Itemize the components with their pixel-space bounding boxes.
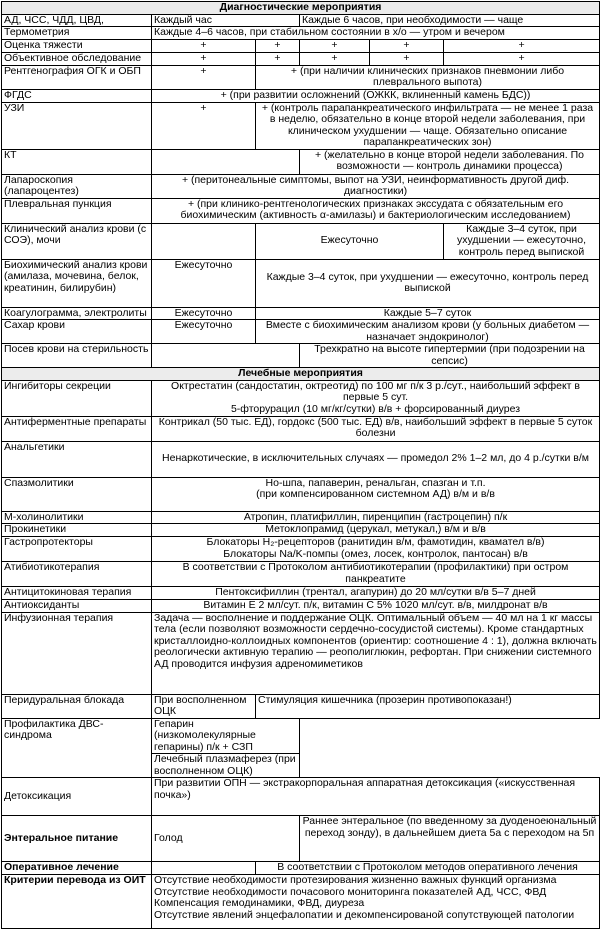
row-label-cell: Прокинетики <box>2 524 152 537</box>
table-row <box>2 380 600 416</box>
table-row <box>2 441 600 477</box>
table-row <box>2 416 600 441</box>
table-row <box>2 875 600 929</box>
row-label-cell: Детоксикация <box>2 778 152 816</box>
table-cell <box>152 862 256 875</box>
table-row <box>2 511 600 524</box>
table-row <box>2 223 600 259</box>
row-label-cell: Профилактика ДВС-синдрома <box>2 718 152 778</box>
table-cell: Раннее энтеральное (по введенному за дуоденоеюнальный переход зонду), в дальнейшем диета 5а с переходом на 5п <box>300 816 600 862</box>
table-cell <box>152 344 300 368</box>
table-cell <box>152 149 300 174</box>
table-cell: Гепарин (низкомолекулярные гепарины) п/к + СЗП <box>152 718 300 754</box>
table-cell: + (контроль парапанкреатического инфильтрата — не менее 1 раза в неделю, обязательно в конце второй недели заболевания, при клиническом ухудшении — чаще. Обязательно описание парапанкреатических зон) <box>256 102 600 149</box>
row-label-cell: Клинический анализ крови (с СОЭ), мочи <box>2 223 152 259</box>
table-cell: Каждые 5–7 суток <box>256 307 600 320</box>
table-cell: + <box>152 65 256 89</box>
table-row <box>2 149 600 174</box>
row-label-cell: Оценка тяжести <box>2 40 152 53</box>
row-label-cell: Сахар крови <box>2 320 152 344</box>
table-cell: Каждые 6 часов, при необходимости — чаще <box>300 14 600 27</box>
row-label-cell: Термометрия <box>2 27 152 40</box>
row-label-cell: Анальгетики <box>2 441 152 477</box>
table-cell: Голод <box>152 816 300 862</box>
row-label-cell: ФГДС <box>2 89 152 102</box>
table-row <box>2 198 600 223</box>
table-cell: + <box>370 40 444 53</box>
table-cell: Каждый час <box>152 14 300 27</box>
table-row <box>2 259 600 307</box>
row-label-cell: Оперативное лечение <box>2 862 152 875</box>
section-row-treatment <box>2 368 600 381</box>
row-label-cell: УЗИ <box>2 102 152 149</box>
table-cell: Вместе с биохимическим анализом крови (у больных диабетом — назначает эндокринолог) <box>256 320 600 344</box>
table-row <box>2 477 600 511</box>
table-cell: + (при клинико-рентгенологических признаках экссудата с обязательным его биохимическим (активность α-амилазы) и бактериологическим исследованием) <box>152 198 600 223</box>
table-cell: + <box>152 40 256 53</box>
table-cell: Витамин Е 2 мл/сут. п/к, витамин С 5% 1020 мл/сут. в/в, милдронат в/в <box>152 600 600 613</box>
row-label-cell: Перидуральная блокада <box>2 694 152 718</box>
table-cell: + <box>370 52 444 65</box>
table-cell: + (перитонеальные симптомы, выпот на УЗИ, неинформативность другой диф. диагностики) <box>152 174 600 198</box>
table-row <box>2 344 600 368</box>
row-label-cell: Критерии перевода из ОИТ <box>2 875 152 929</box>
table-row <box>2 524 600 537</box>
row-label-cell: Спазмолитики <box>2 477 152 511</box>
table-row <box>2 862 600 875</box>
table-cell: При восполненном ОЦК <box>152 694 256 718</box>
protocol-table <box>1 1 600 929</box>
table-cell: В соответствии с Протоколом методов оперативного лечения <box>256 862 600 875</box>
row-label-cell: Инфузионная терапия <box>2 612 152 694</box>
row-label-cell: Лапароскопия (лапароцентез) <box>2 174 152 198</box>
table-cell: Стимуляция кишечника (прозерин противопоказан!) <box>256 694 600 718</box>
row-label-cell: Атибиотикотерапия <box>2 562 152 587</box>
row-label-cell: Антиоксиданты <box>2 600 152 613</box>
table-row <box>2 320 600 344</box>
table-cell: Ежесуточно <box>152 307 256 320</box>
table-row <box>2 816 600 862</box>
table-cell: + <box>444 52 600 65</box>
table-cell: + <box>256 40 300 53</box>
table-row <box>2 102 600 149</box>
table-cell: + <box>152 52 256 65</box>
row-label-cell: Антицитокиновая терапия <box>2 587 152 600</box>
table-row <box>2 612 600 694</box>
row-label-cell: М-холинолитики <box>2 511 152 524</box>
row-label-cell: Антиферментные препараты <box>2 416 152 441</box>
row-label-cell: Плевральная пункция <box>2 198 152 223</box>
empty-gap-cell <box>300 718 600 754</box>
table-row <box>2 562 600 587</box>
table-cell: + <box>256 52 300 65</box>
table-row <box>2 537 600 562</box>
row-label-cell: АД, ЧСС, ЧДД, ЦВД, <box>2 14 152 27</box>
table-cell: + (желательно в конце второй недели заболевания. По возможности — контроль динамики процесса) <box>300 149 600 174</box>
table-row <box>2 694 600 718</box>
table-cell: Пентоксифиллин (трентал, агапурин) до 20 мл/сутки в/в 5–7 дней <box>152 587 600 600</box>
table-row <box>2 174 600 198</box>
table-cell: + <box>444 40 600 53</box>
table-cell: Задача — восполнение и поддержание ОЦК. Оптимальный объем — 40 мл на 1 кг массы тела (если позволяют возможности сердечно-сосудистой системы). Кроме стандартных кристаллоидно-коллоидных компонентов (ориентир: соотношение 4 : 1), должна включать реологически активную терапию — реополиглюкин, рефортан. При снижении системного АД проводится инфузия адреномиметиков <box>152 612 600 694</box>
row-label-cell: Энтеральное питание <box>2 816 152 862</box>
empty-gap-cell <box>300 754 600 778</box>
table-row <box>2 89 600 102</box>
table-cell: + <box>152 102 256 149</box>
row-label-cell: Посев крови на стерильность <box>2 344 152 368</box>
table-cell: Метоклопрамид (церукал, метукал,) в/м и в/в <box>152 524 600 537</box>
table-cell: В соответствии с Протоколом антибиотикотерапии (профилактики) при остром панкреатите <box>152 562 600 587</box>
table-cell: Контрикал (50 тыс. ЕД), гордокс (500 тыс. ЕД) в/в, наибольший эффект в первые 5 суток болезни <box>152 416 600 441</box>
table-row <box>2 27 600 40</box>
row-label-cell: Рентгенография ОГК и ОБП <box>2 65 152 89</box>
table-cell: Отсутствие необходимости протезирования жизненно важных функций организма Отсутствие необходимости почасового мониторинга показателей АД, ЧСС, ФВД Компенсация гемодинамики, ФВД, диуреза Отсутствие явлений энцефалопатии и декомпенсированой сопутствующей патологии <box>152 875 600 929</box>
section-row-diagnostic <box>2 2 600 15</box>
protocol-sheet <box>1 1 599 921</box>
table-row <box>2 40 600 53</box>
table-cell: Трехкратно на высоте гипертермии (при подозрении на сепсис) <box>300 344 600 368</box>
table-cell: Октрестатин (сандостатин, октреотид) по 100 мг п/к 3 р./сут., наибольший эффект в первые 5 сут. 5-фторурацил (10 мг/кг/сутки) в/в + форсированный диурез <box>152 380 600 416</box>
table-cell: Ежесуточно <box>256 223 444 259</box>
table-cell: Ежесуточно <box>152 259 256 307</box>
table-cell: Ежесуточно <box>152 320 256 344</box>
table-cell: Ненаркотические, в исключительных случаях — промедол 2% 1–2 мл, до 4 р./сутки в/м <box>152 441 600 477</box>
row-label-cell: КТ <box>2 149 152 174</box>
table-row <box>2 14 600 27</box>
row-label-cell: Гастропротекторы <box>2 537 152 562</box>
table-cell: + <box>300 40 370 53</box>
table-cell: При развитии ОПН — экстракорпоральная аппаратная детоксикация («искусственная почка») <box>152 778 600 816</box>
row-label-cell: Объективное обследование <box>2 52 152 65</box>
table-cell: + (при наличии клинических признаков пневмонии либо плеврального выпота) <box>256 65 600 89</box>
table-row <box>2 778 600 816</box>
table-cell: Блокаторы H₂-рецепторов (ранитидин в/м, фамотидин, квамател в/в) Блокаторы Na/K-помпы (омез, лосек, контролок, пантосан) в/в <box>152 537 600 562</box>
table-cell: + <box>300 52 370 65</box>
table-cell: Каждые 4–6 часов, при стабильном состоянии в х/о — утром и вечером <box>152 27 600 40</box>
table-row <box>2 600 600 613</box>
table-cell: Но-шпа, папаверин, ренальган, спазган и т.п. (при компенсированном системном АД) в/м и в/в <box>152 477 600 511</box>
table-cell <box>152 223 256 259</box>
table-cell: Каждые 3–4 суток, при ухудшении — ежесуточно, контроль перед выпиской <box>256 259 600 307</box>
row-label-cell: Ингибиторы секреции <box>2 380 152 416</box>
row-label-cell: Лечебный плазмаферез (при восполненном ОЦК) <box>152 754 300 778</box>
row-label-cell: Биохимический анализ крови (амилаза, мочевина, белок, креатинин, билирубин) <box>2 259 152 307</box>
table-cell: Атропин, платифиллин, пиренципин (гастроцепин) п/к <box>152 511 600 524</box>
table-row <box>2 65 600 89</box>
section-title-diagnostic: Диагностические мероприятия <box>2 2 600 15</box>
table-row <box>2 718 600 754</box>
table-row <box>2 52 600 65</box>
table-cell: Каждые 3–4 суток, при ухудшении — ежесуточно, контроль перед выпиской <box>444 223 600 259</box>
table-row <box>2 587 600 600</box>
row-label-cell: Коагулограмма, электролиты <box>2 307 152 320</box>
section-title-treatment: Лечебные мероприятия <box>2 368 600 381</box>
table-row <box>2 307 600 320</box>
table-cell: + (при развитии осложнений (ОЖКК, вклиненный камень БДС)) <box>152 89 600 102</box>
